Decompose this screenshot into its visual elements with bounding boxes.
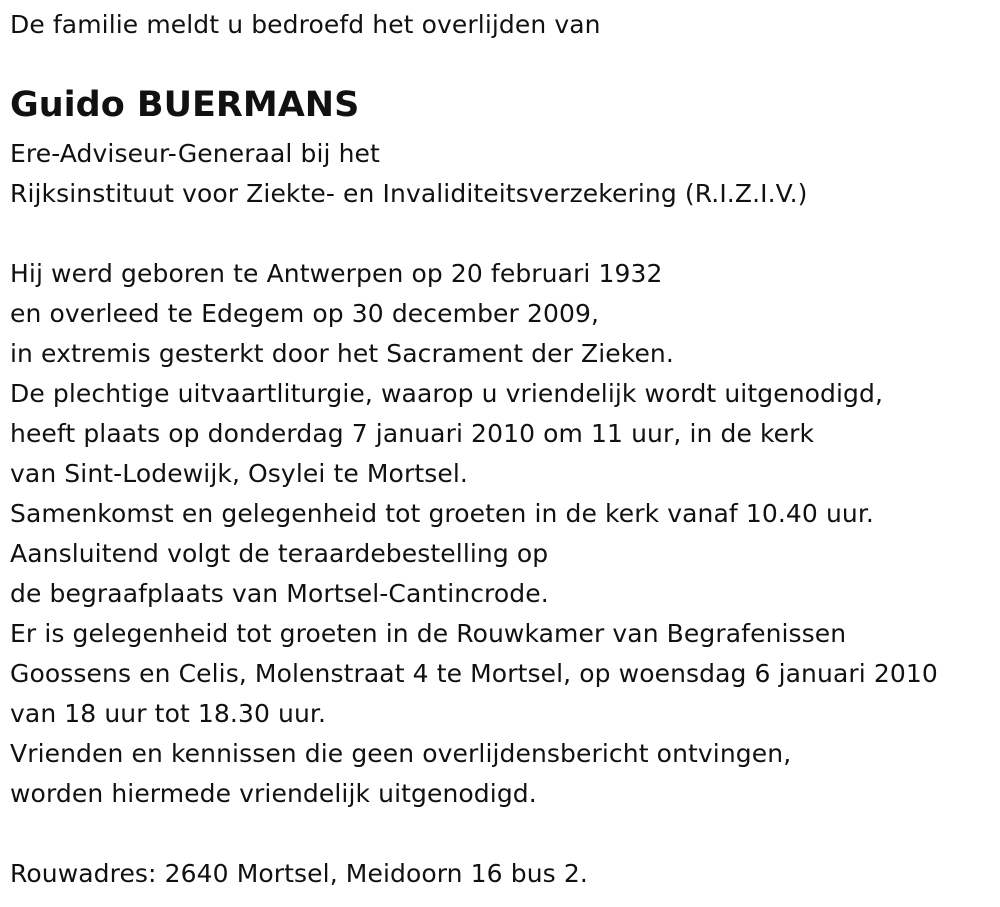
body-line: Samenkomst en gelegenheid tot groeten in de kerk vanaf 10.40 uur.: [10, 499, 874, 528]
body-line: Vrienden en kennissen die geen overlijdensbericht ontvingen,: [10, 739, 792, 768]
deceased-name: Guido BUERMANS: [10, 85, 360, 125]
body-line: in extremis gesterkt door het Sacrament der Zieken.: [10, 339, 674, 368]
title-line: Ere-Adviseur-Generaal bij het: [10, 139, 380, 168]
body-line: heeft plaats op donderdag 7 januari 2010 om 11 uur, in de kerk: [10, 419, 815, 448]
body-line: van Sint-Lodewijk, Osylei te Mortsel.: [10, 459, 468, 488]
body-line: worden hiermede vriendelijk uitgenodigd.: [10, 779, 537, 808]
body-line: de begraafplaats van Mortsel-Cantincrode.: [10, 579, 549, 608]
body-line: Aansluitend volgt de teraardebestelling op: [10, 539, 549, 568]
intro-text: De familie meldt u bedroefd het overlijden van: [10, 10, 601, 39]
mourning-address: Rouwadres: 2640 Mortsel, Meidoorn 16 bus 2.: [10, 859, 588, 888]
body-line: Er is gelegenheid tot groeten in de Rouwkamer van Begrafenissen: [10, 619, 847, 648]
body-line: Goossens en Celis, Molenstraat 4 te Mortsel, op woensdag 6 januari 2010: [10, 659, 938, 688]
body-line: De plechtige uitvaartliturgie, waarop u vriendelijk wordt uitgenodigd,: [10, 379, 884, 408]
body-line: en overleed te Edegem op 30 december 2009,: [10, 299, 600, 328]
title-line: Rijksinstituut voor Ziekte- en Invaliditeitsverzekering (R.I.Z.I.V.): [10, 179, 808, 208]
body-line: van 18 uur tot 18.30 uur.: [10, 699, 327, 728]
body-line: Hij werd geboren te Antwerpen op 20 februari 1932: [10, 259, 663, 288]
